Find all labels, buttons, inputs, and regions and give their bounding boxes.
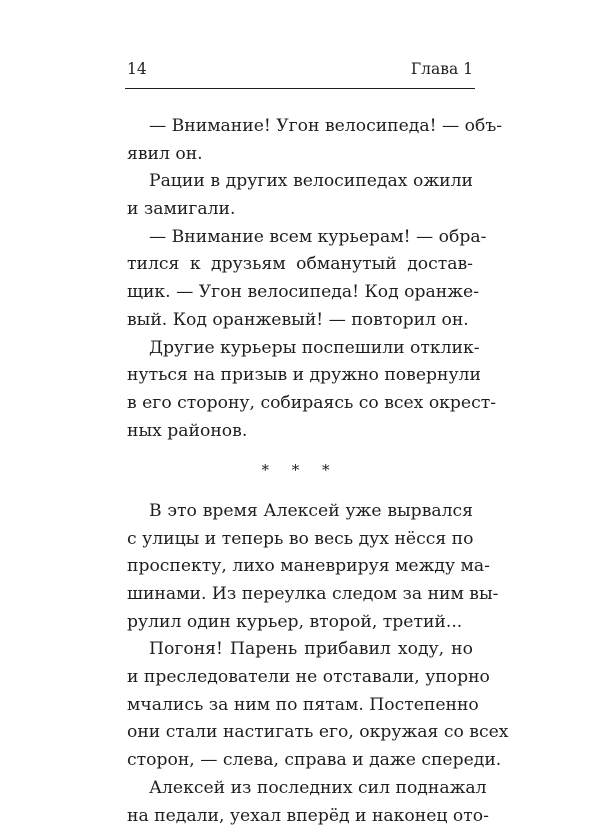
paragraph <box>127 335 473 446</box>
running-header <box>127 60 473 84</box>
text-line: Погоня! Парень прибавил ходу, но <box>127 636 473 664</box>
text-line: ных районов. <box>127 418 473 446</box>
text-line: явил он. <box>127 141 473 169</box>
text-line: рулил один курьер, второй, третий... <box>127 609 473 637</box>
text-line: Алексей из последних сил поднажал <box>127 775 473 803</box>
text-line: с улицы и теперь во весь дух нёсся по <box>127 526 473 554</box>
text-line: тился к друзьям обманутый достав- <box>127 251 473 279</box>
chapter-title: Глава 1 <box>411 60 473 78</box>
text-line: щик. — Угон велосипеда! Код оранже- <box>127 279 473 307</box>
body-text <box>127 113 473 830</box>
paragraph <box>127 498 473 636</box>
text-line: вый. Код оранжевый! — повторил он. <box>127 307 473 335</box>
header-rule <box>125 88 475 89</box>
text-line: проспекту, лихо маневрируя между ма- <box>127 553 473 581</box>
paragraph <box>127 224 473 335</box>
text-line: Другие курьеры поспешили отклик- <box>127 335 473 363</box>
text-line: сторон, — слева, справа и даже спереди. <box>127 747 473 775</box>
text-line: — Внимание всем курьерам! — обра- <box>127 224 473 252</box>
text-line: и замигали. <box>127 196 473 224</box>
text-line: В это время Алексей уже вырвался <box>127 498 473 526</box>
paragraph <box>127 168 473 223</box>
text-line: шинами. Из переулка следом за ним вы- <box>127 581 473 609</box>
page-number: 14 <box>127 60 147 78</box>
text-line: Рации в других велосипедах ожили <box>127 168 473 196</box>
text-line: на педали, уехал вперёд и наконец ото- <box>127 803 473 830</box>
text-line: мчались за ним по пятам. Постепенно <box>127 692 473 720</box>
text-line: и преследователи не отставали, упорно <box>127 664 473 692</box>
text-line: нуться на призыв и дружно повернули <box>127 362 473 390</box>
paragraph <box>127 113 473 168</box>
text-block-after-break <box>127 498 473 830</box>
paragraph <box>127 636 473 774</box>
paragraph <box>127 775 473 830</box>
text-line: — Внимание! Угон велосипеда! — объ- <box>127 113 473 141</box>
section-break: * * * <box>127 457 473 485</box>
text-line: в его сторону, собираясь со всех окрест- <box>127 390 473 418</box>
text-block-before-break <box>127 113 473 445</box>
text-line: они стали настигать его, окружая со всех <box>127 719 473 747</box>
